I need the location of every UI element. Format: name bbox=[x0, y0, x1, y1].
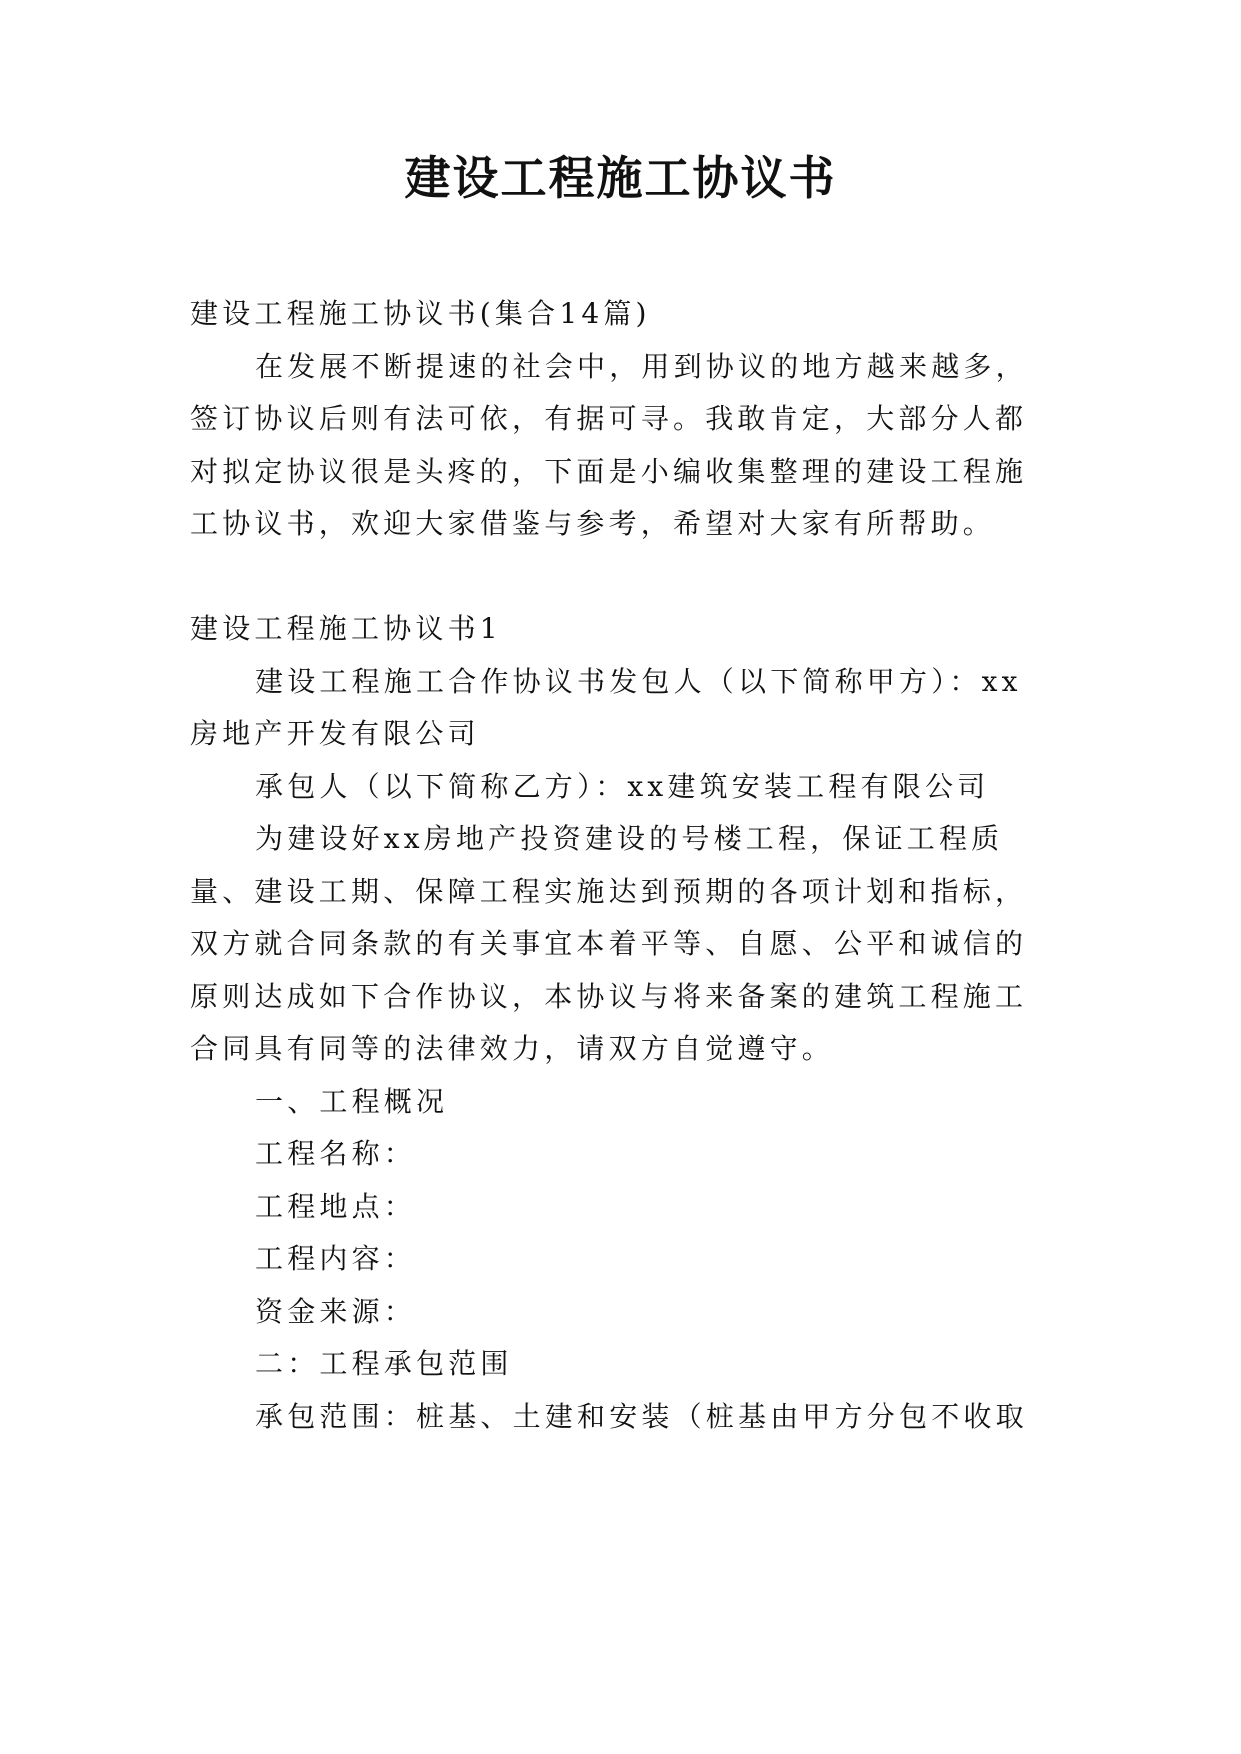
purpose-line-4: 原则达成如下合作协议，本协议与将来备案的建筑工程施工 bbox=[190, 979, 1028, 1013]
intro-line-2: 签订协议后则有法可依，有据可寻。我敢肯定，大部分人都 bbox=[190, 402, 1028, 435]
purpose-line-2: 量、建设工期、保障工程实施达到预期的各项计划和指标， bbox=[190, 874, 1028, 908]
section-heading-1: 建设工程施工协议书1 bbox=[190, 612, 502, 645]
project-content-line: 工程内容： bbox=[255, 1242, 417, 1275]
project-name-line: 工程名称： bbox=[255, 1137, 417, 1170]
collection-heading: 建设工程施工协议书(集合14篇) bbox=[190, 297, 651, 330]
intro-line-1: 在发展不断提速的社会中，用到协议的地方越来越多， bbox=[255, 349, 1028, 383]
intro-line-4: 工协议书，欢迎大家借鉴与参考，希望对大家有所帮助。 bbox=[190, 507, 996, 540]
scope-line: 承包范围：桩基、土建和安装（桩基由甲方分包不收取 bbox=[255, 1399, 1028, 1433]
purpose-line-1: 为建设好xx房地产投资建设的号楼工程，保证工程质 bbox=[255, 822, 1004, 855]
document-body bbox=[190, 288, 1065, 1443]
document-title: 建设工程施工协议书 bbox=[404, 151, 837, 205]
contractor-line: 承包人（以下简称乙方）：xx建筑安装工程有限公司 bbox=[255, 769, 990, 803]
paragraph-gap bbox=[190, 551, 1065, 604]
intro-line-3: 对拟定协议很是头疼的，下面是小编收集整理的建设工程施 bbox=[190, 454, 1028, 488]
contract-line-1: 建设工程施工合作协议书发包人（以下简称甲方）：xx bbox=[255, 664, 1022, 698]
section-one-heading: 一、工程概况 bbox=[255, 1084, 449, 1118]
purpose-line-5: 合同具有同等的法律效力，请双方自觉遵守。 bbox=[190, 1032, 835, 1065]
funding-source-line: 资金来源： bbox=[255, 1294, 417, 1328]
section-two-heading: 二：工程承包范围 bbox=[255, 1347, 513, 1380]
project-location-line: 工程地点： bbox=[255, 1189, 417, 1223]
contract-line-2: 房地产开发有限公司 bbox=[190, 717, 480, 750]
purpose-line-3: 双方就合同条款的有关事宜本着平等、自愿、公平和诚信的 bbox=[190, 927, 1028, 960]
